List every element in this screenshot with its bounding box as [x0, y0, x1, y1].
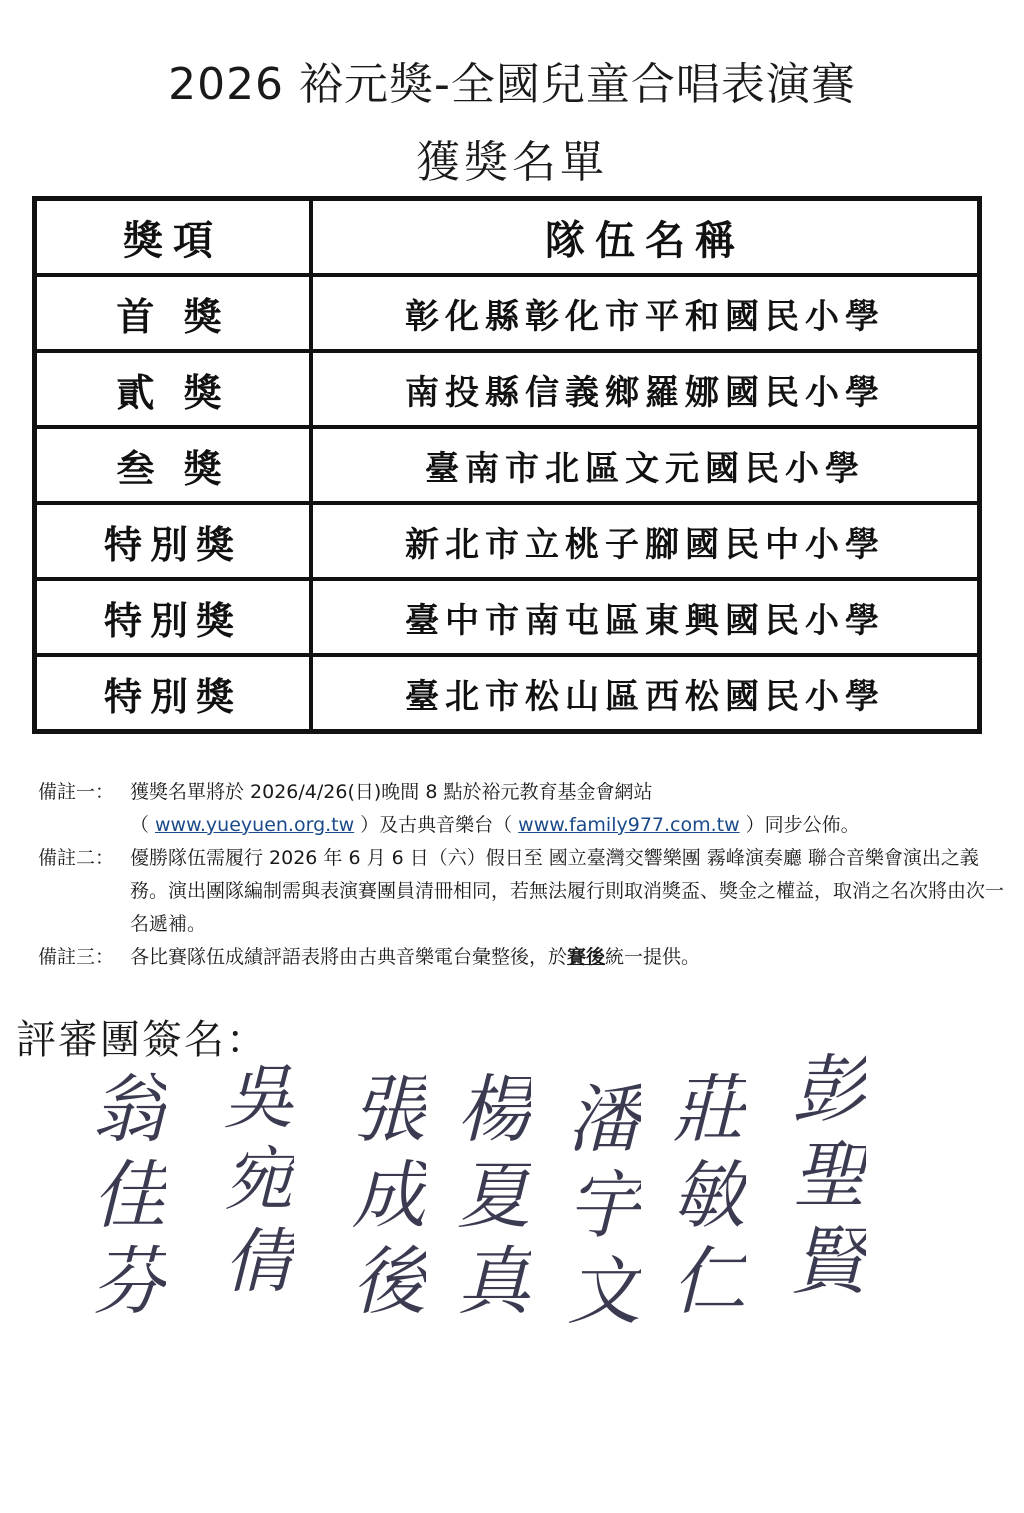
- header-award: 獎項: [35, 199, 311, 275]
- handwritten-signature: 彭聖賢: [780, 1050, 866, 1308]
- table-row: [35, 351, 979, 427]
- handwritten-signature: 張成後: [340, 1070, 426, 1328]
- note-2: [38, 842, 1013, 941]
- note-2-text: 優勝隊伍需履行 2026 年 6 月 6 日（六）假日至 國立臺灣交響樂團 霧峰演奏廳 聯合音樂會演出之義務。演出團隊編制需與表演賽團員清冊相同，若無法履行則取消獎盃、獎金之權益，取消之名次將由次一名遞補。: [130, 847, 1005, 935]
- award-table: [32, 196, 982, 734]
- handwritten-signature: 楊夏真: [445, 1070, 531, 1328]
- award-cell: 叁 獎: [35, 427, 311, 503]
- table-row: [35, 275, 979, 351]
- note-3-text-b: 統一提供。: [605, 946, 701, 968]
- handwritten-signature: 翁佳芬: [80, 1070, 166, 1328]
- award-cell: 特別獎: [35, 579, 311, 655]
- note-1-label: 備註一：: [38, 781, 115, 803]
- yueyuen-link[interactable]: www.yueyuen.org.tw: [155, 814, 355, 836]
- table-row: [35, 655, 979, 731]
- family977-link[interactable]: www.family977.com.tw: [518, 814, 740, 836]
- team-cell: 臺南市北區文元國民小學: [311, 427, 979, 503]
- table-row: [35, 427, 979, 503]
- note-1-paren-open: （: [130, 814, 150, 836]
- note-1: [38, 776, 1013, 842]
- notes-section: [38, 776, 1013, 974]
- note-3-text: [130, 941, 1013, 974]
- judges-signatures: [0, 1050, 1024, 1480]
- note-1-text: [130, 776, 1013, 842]
- page-title: 2026 裕元獎-全國兒童合唱表演賽: [168, 59, 856, 110]
- team-cell: 南投縣信義鄉羅娜國民小學: [311, 351, 979, 427]
- note-1-text-a: 獲獎名單將於 2026/4/26(日)晚間 8 點於裕元教育基金會網站: [130, 781, 653, 803]
- note-3-bold: 賽後: [567, 946, 606, 968]
- handwritten-signature: 潘宇文: [555, 1080, 641, 1338]
- award-cell: 首 獎: [35, 275, 311, 351]
- page-subtitle: 獲獎名單: [416, 137, 608, 188]
- header-team: 隊伍名稱: [311, 199, 979, 275]
- table-row: [35, 579, 979, 655]
- note-2-label: 備註二：: [38, 847, 115, 869]
- team-cell: 臺中市南屯區東興國民小學: [311, 579, 979, 655]
- award-cell: 特別獎: [35, 655, 311, 731]
- note-1-end: ）同步公佈。: [745, 814, 860, 836]
- team-cell: 彰化縣彰化市平和國民小學: [311, 275, 979, 351]
- team-cell: 新北市立桃子腳國民中小學: [311, 503, 979, 579]
- note-3: [38, 941, 1013, 974]
- note-3-label: 備註三：: [38, 946, 115, 968]
- table-row: [35, 503, 979, 579]
- team-cell: 臺北市松山區西松國民小學: [311, 655, 979, 731]
- award-cell: 特別獎: [35, 503, 311, 579]
- award-cell: 貳 獎: [35, 351, 311, 427]
- table-header-row: [35, 199, 979, 275]
- signature-label: 評審團簽名：: [16, 1017, 268, 1063]
- note-3-text-a: 各比賽隊伍成績評語表將由古典音樂電台彙整後，於: [130, 946, 568, 968]
- handwritten-signature: 莊敏仁: [660, 1070, 746, 1328]
- handwritten-signature: 吳宛倩: [212, 1060, 294, 1306]
- note-1-mid: ）及古典音樂台（: [360, 814, 513, 836]
